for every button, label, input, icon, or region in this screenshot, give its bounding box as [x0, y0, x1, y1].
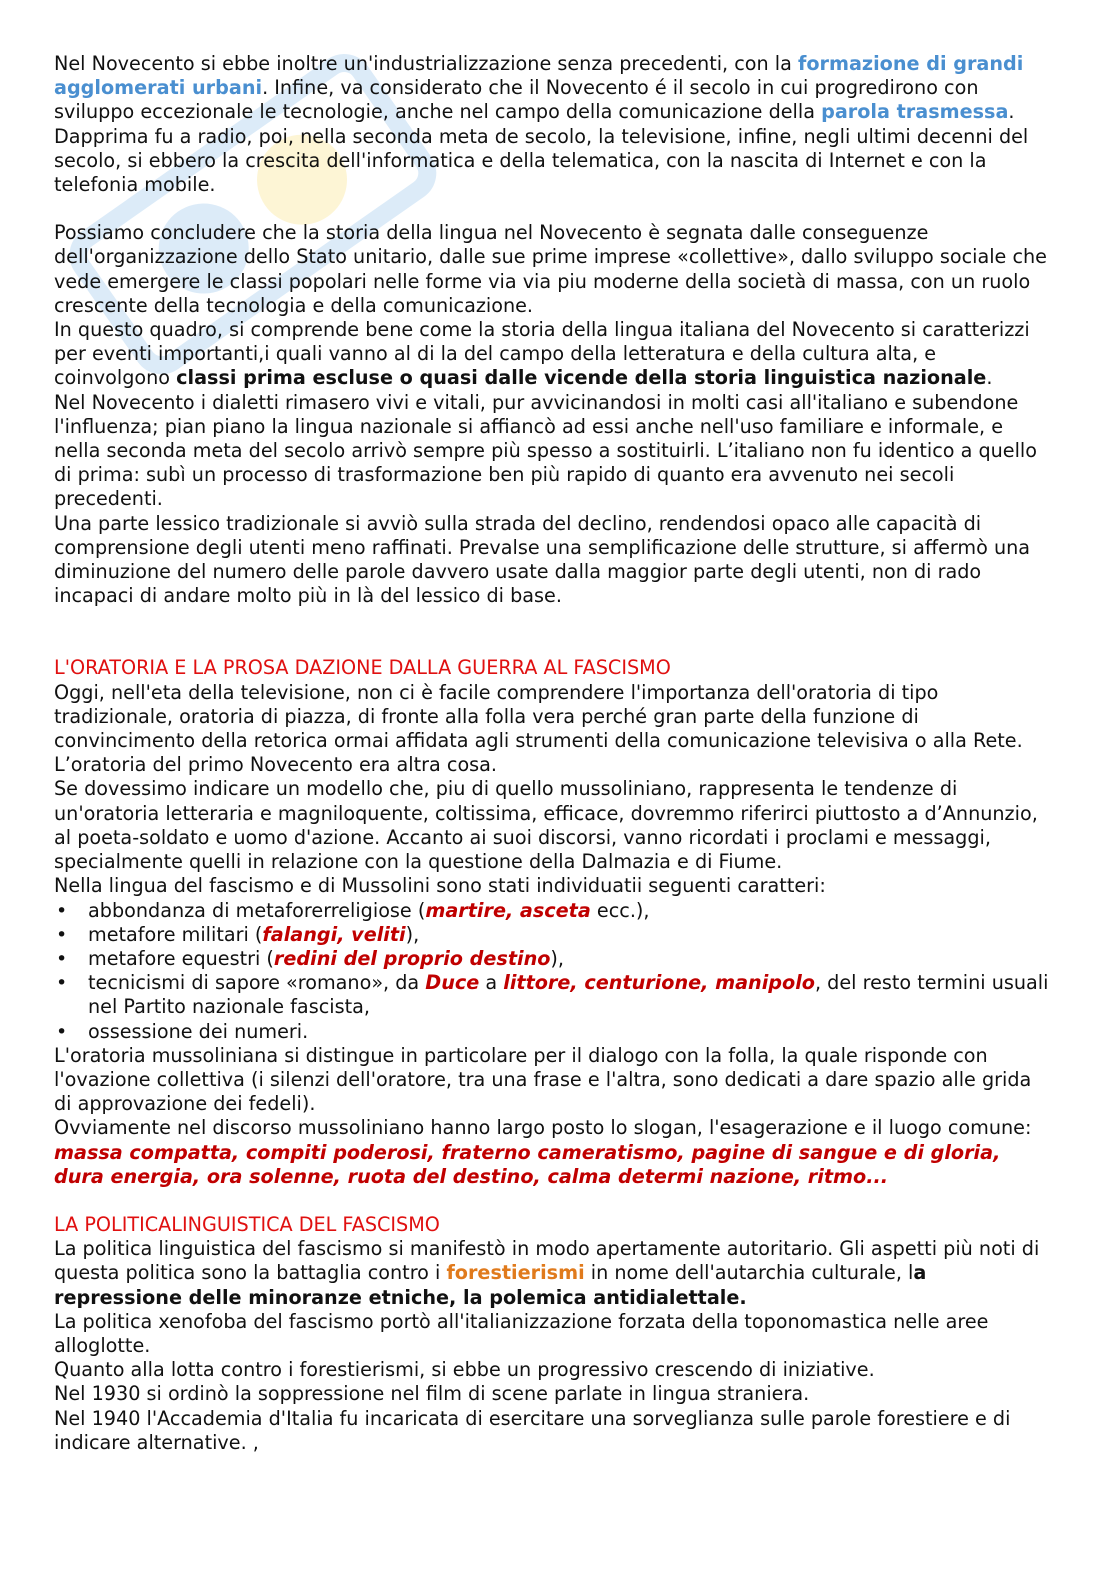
list-item: • tecnicismi di sapore «romano», da Duce a littore, centurione, manipolo, del resto termini usuali nel Partito nazionale fascista,: [54, 971, 1054, 1019]
paragraph-dannunzio: Se dovessimo indicare un modello che, piu di quello mussoliniano, rappresenta le tendenze di un'oratoria letteraria e magniloquente, coltissima, efficace, dovremmo riferirci piuttosto a d’Annunzio, al poeta-soldato e uomo d'azione. Accanto ai suoi discorsi, vanno ricordati i proclami e messaggi, specialmente quelli in relazione con la questione della Dalmazia e di Fiume.: [54, 777, 1038, 874]
highlight-term: forestierismi: [446, 1261, 585, 1285]
list-item: • ossessione dei numeri.: [54, 1020, 1054, 1044]
list-item: • abbondanza di metaforerreligiose (martire, asceta ecc.),: [54, 899, 1054, 923]
paragraph-framework: In questo quadro, si comprende bene come la storia della lingua italiana del Novecento si caratterizzi per eventi importanti,i quali vanno al di la del campo della letteratura e della cultura alta, e coinvolgono classi prima escluse o quasi dalle vicende della storia linguistica nazionale.: [54, 318, 1030, 390]
section-heading-oratory: L'ORATORIA E LA PROSA DAZIONE DALLA GUERRA AL FASCISMO: [54, 656, 671, 680]
paragraph-industrialization: Nel Novecento si ebbe inoltre un'industrializzazione senza precedenti, con la formazione di grandi agglomerati urbani. Infine, va considerato che il Novecento é il secolo in cui progredirono con sviluppo eccezionale le tecnologie, anche nel campo della comunicazione della parola trasmessa. Dapprima fu a radio, poi, nella seconda meta de secolo, la televisione, infine, negli ultimi decenni del secolo, si ebbero la crescita dell'informatica e della telematica, con la nascita di Internet e con la telefonia mobile.: [54, 52, 1029, 197]
paragraph-characteristics-intro: Nella lingua del fascismo e di Mussolini sono stati individuatii seguenti caratteri:: [54, 874, 826, 898]
paragraph-foreignisms: Quanto alla lotta contro i forestierismi, si ebbe un progressivo crescendo di iniziative.: [54, 1358, 875, 1382]
paragraph-slogans: Ovviamente nel discorso mussoliniano hanno largo posto lo slogan, l'esagerazione e il luogo comune: massa compatta, compiti poderosi, fraterno cameratismo, pagine di sangue e di gloria, dura energia, ora solenne, ruota del destino, calma determi nazione, ritmo...: [54, 1116, 1032, 1188]
highlight-term: parola trasmessa: [821, 100, 1009, 124]
list-item: • metafore equestri (redini del proprio destino),: [54, 947, 1054, 971]
paragraph-dialogue: L'oratoria mussoliniana si distingue in particolare per il dialogo con la folla, la quale risponde con l'ovazione collettiva (i silenzi dell'oratore, tra una frase e l'altra, sono dedicati a dare spazio alle grida di approvazione dei fedeli).: [54, 1043, 1032, 1116]
slogan-examples: massa compatta, compiti poderosi, fraterno cameratismo, pagine di sangue e di gloria, dura energia, ora solenne, ruota del destino, calma determi nazione, ritmo...: [54, 1140, 1001, 1188]
paragraph-lexicon: Una parte lessico tradizionale si avviò sulla strada del declino, rendendosi opaco alle capacità di comprensione degli utenti meno raffinati. Prevalse una semplificazione delle strutture, si affermò una diminuzione del numero delle parole davvero usate dalla maggior parte degli utenti, non di rado incapaci di andare molto più in là del lessico di base.: [54, 511, 1031, 608]
paragraph-1940: Nel 1940 l'Accademia d'Italia fu incaricata di esercitare una sorveglianza sulle parole forestiere e di indicare alternative. ,: [54, 1406, 1011, 1454]
paragraph-conclusion: Possiamo concludere che la storia della lingua nel Novecento è segnata dalle conseguenze dell'organizzazione dello Stato unitario, dalle sue prime imprese «collettive», dallo sviluppo sociale che vede emergere le classi popolari nelle forme via via piu moderne della società di massa, con un ruolo crescente della tecnologia e della comunicazione.: [54, 221, 1047, 317]
document-body: [54, 52, 1054, 1455]
paragraph-oratory-today: Oggi, nell'eta della televisione, non ci è facile comprendere l'importanza dell'oratoria di tipo tradizionale, oratoria di piazza, di fronte alla folla vera perché gran parte della funzione di convincimento della retorica ormai affidata agli strumenti della comunicazione televisiva o alla Rete.: [54, 680, 1023, 753]
bold-phrase: classi prima escluse o quasi dalle vicende della storia linguistica nazionale: [176, 366, 987, 390]
paragraph-oratory-early: L’oratoria del primo Novecento era altra cosa.: [54, 753, 498, 777]
list-item: • metafore militari (falangi, veliti),: [54, 923, 1054, 947]
paragraph-dialects: Nel Novecento i dialetti rimasero vivi e vitali, pur avvicinandosi in molti casi all'italiano e subendone l'influenza; pian piano la lingua nazionale si affiancò ad essi anche nell'uso familiare e informale, e nella seconda meta del secolo arrivò sempre più spesso a sostituirli. L’italiano non fu identico a quello di prima: subì un processo di trasformazione ben più rapido di quanto era avvenuto nei secoli precedenti.: [54, 390, 1037, 511]
highlight-term: formazione di grandi agglomerati urbani: [54, 52, 1024, 100]
paragraph-1930: Nel 1930 si ordinò la soppressione nel film di scene parlate in lingua straniera.: [54, 1382, 810, 1406]
paragraph-xenophobia: La politica xenofoba del fascismo portò all'italianizzazione forzata della toponomastica nelle aree alloglotte.: [54, 1309, 989, 1357]
characteristics-list: [54, 899, 1054, 1044]
section-heading-language-policy: LA POLITICALINGUISTICA DEL FASCISMO: [54, 1212, 440, 1236]
paragraph-policy: La politica linguistica del fascismo si manifestò in modo apertamente autoritario. Gli aspetti più noti di questa politica sono la battaglia contro i forestierismi in nome dell'autarchia culturale, la repressione delle minoranze etniche, la polemica antidialettale.: [54, 1237, 1040, 1309]
bold-phrase: a repressione delle minoranze etniche, la polemica antidialettale.: [54, 1261, 927, 1309]
